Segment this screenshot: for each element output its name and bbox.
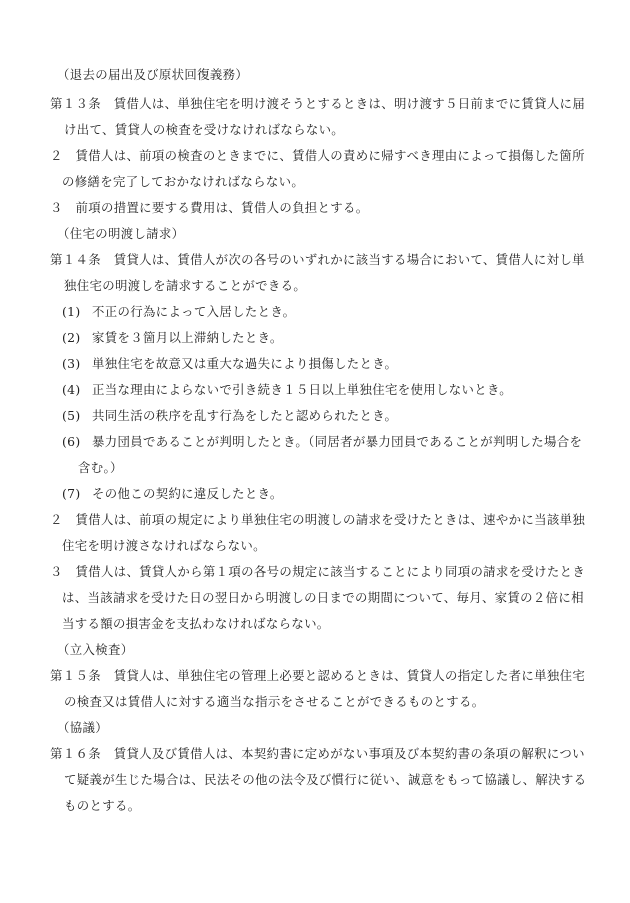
article-14-para-3-line-2: は、当該請求を受けた日の翌日から明渡しの日までの期間について、毎月、家賃の２倍に相 bbox=[62, 590, 584, 605]
article-14-item-2 bbox=[62, 330, 283, 346]
item-text: 単独住宅を故意又は重大な過失により損傷したとき。 bbox=[92, 356, 398, 371]
item-number: (3) bbox=[62, 356, 81, 371]
article-14-para-2-line-1: ２ 賃借人は、前項の規定により単独住宅の明渡しの請求を受けたときは、速やかに当該単独 bbox=[50, 512, 586, 527]
article-13-para-2-line-2: の修繕を完了しておかなければならない。 bbox=[62, 174, 305, 189]
article-14-para-3-line-1: ３ 賃借人は、賃貸人から第１項の各号の規定に該当することにより同項の請求を受けたとき bbox=[50, 564, 586, 579]
item-text: 家賃を３箇月以上滞納したとき。 bbox=[92, 330, 283, 345]
article-14-para-3-line-3: 当する額の損害金を支払わなければならない。 bbox=[62, 616, 330, 631]
item-text: 不正の行為によって入居したとき。 bbox=[92, 304, 296, 319]
heading-inspection: （立入検査） bbox=[57, 642, 134, 657]
item-text: 暴力団員であることが判明したとき。（同居者が暴力団員であることが判明した場合を bbox=[92, 434, 583, 449]
article-14-item-4 bbox=[62, 382, 512, 398]
article-13-line-1: 第１３条 賃借人は、単独住宅を明け渡そうとするときは、明け渡す５日前までに賃貸人に届 bbox=[50, 96, 586, 111]
article-15-line-2: の検査又は賃借人に対する適当な指示をさせることができるものとする。 bbox=[64, 694, 485, 709]
article-13-para-3: ３ 前項の措置に要する費用は、賃借人の負担とする。 bbox=[50, 200, 369, 215]
item-number: (4) bbox=[62, 382, 81, 397]
item-number: (5) bbox=[62, 408, 81, 423]
item-text: 共同生活の秩序を乱す行為をしたと認められたとき。 bbox=[92, 408, 398, 423]
item-number: (7) bbox=[62, 486, 81, 501]
article-16-line-2: て疑義が生じた場合は、民法その他の法令及び慣行に従い、誠意をもって協議し、解決する bbox=[64, 772, 587, 787]
item-number: (2) bbox=[62, 330, 81, 345]
article-14-item-3 bbox=[62, 356, 397, 372]
article-14-item-6 bbox=[62, 434, 582, 450]
article-14-item-6-cont: 含む。） bbox=[78, 460, 123, 475]
article-14-line-1: 第１４条 賃貸人は、賃借人が次の各号のいずれかに該当する場合において、賃借人に対し単 bbox=[50, 252, 585, 267]
article-13-para-2-line-1: ２ 賃借人は、前項の検査のときまでに、賃借人の責めに帰すべき理由によって損傷した箇所 bbox=[50, 148, 585, 163]
article-16-line-3: ものとする。 bbox=[64, 798, 141, 813]
article-14-line-2: 独住宅の明渡しを請求することができる。 bbox=[64, 278, 307, 293]
item-number: (1) bbox=[62, 304, 81, 319]
article-16-line-1: 第１６条 賃貸人及び賃借人は、本契約書に定めがない事項及び本契約書の条項の解釈につい bbox=[50, 746, 585, 761]
article-13-line-2: け出て、賃貸人の検査を受けなければならない。 bbox=[64, 122, 345, 137]
item-number: (6) bbox=[62, 434, 81, 449]
article-14-item-1 bbox=[62, 304, 295, 320]
heading-consultation: （協議） bbox=[57, 720, 108, 735]
article-15-line-1: 第１５条 賃貸人は、単独住宅の管理上必要と認めるときは、賃貸人の指定した者に単独住宅 bbox=[50, 668, 586, 683]
article-14-para-2-line-2: 住宅を明け渡さなければならない。 bbox=[62, 538, 266, 553]
item-text: その他この契約に違反したとき。 bbox=[92, 486, 283, 501]
article-14-item-7 bbox=[62, 486, 283, 502]
heading-withdrawal-restoration: （退去の届出及び原状回復義務） bbox=[57, 67, 249, 82]
item-text: 正当な理由によらないで引き続き１５日以上単独住宅を使用しないとき。 bbox=[92, 382, 512, 397]
article-14-item-5 bbox=[62, 408, 397, 424]
heading-eviction-request: （住宅の明渡し請求） bbox=[57, 226, 185, 241]
